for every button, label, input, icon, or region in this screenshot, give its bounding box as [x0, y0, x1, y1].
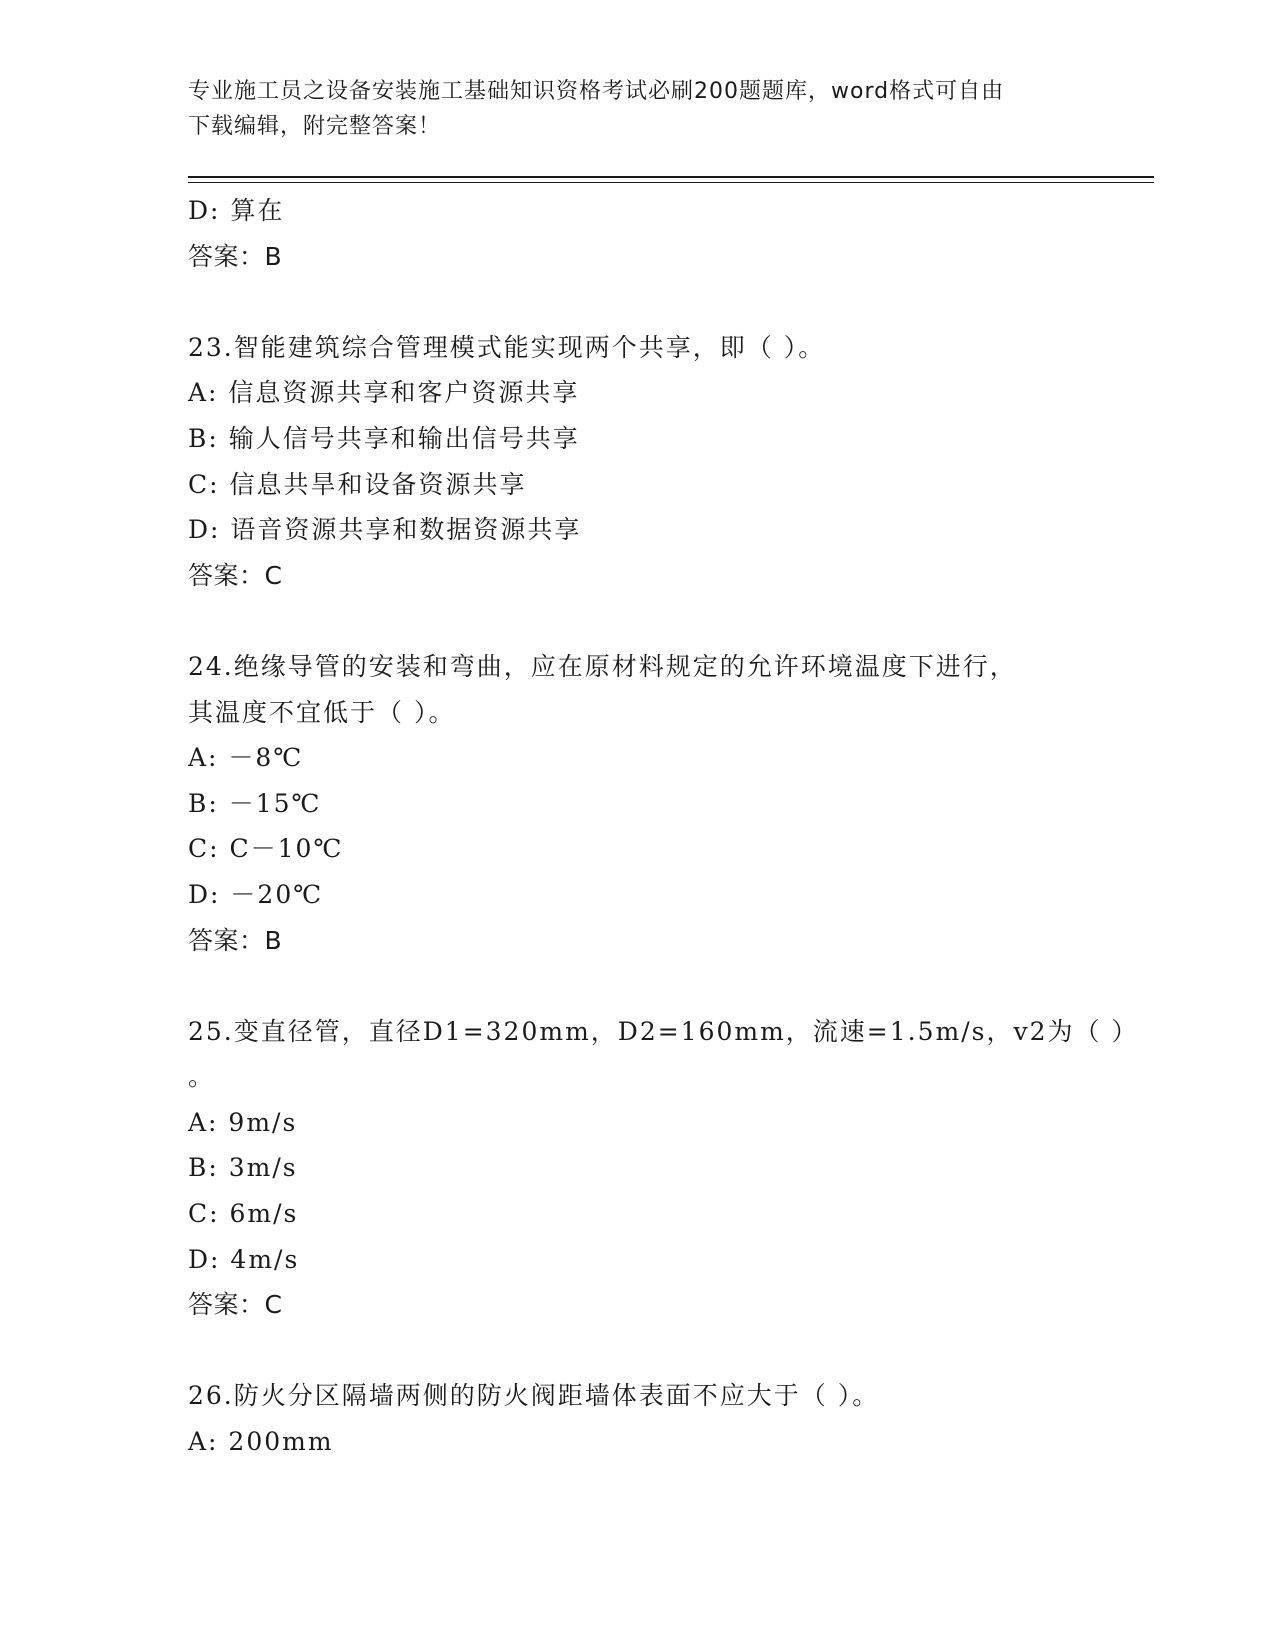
question-list: [188, 188, 1139, 1465]
header-rule-thick: [188, 176, 1154, 178]
question-25: [188, 1009, 1139, 1328]
spacer: [188, 279, 1068, 325]
question-stem: 23.智能建筑综合管理模式能实现两个共享，即（ ）。: [188, 332, 826, 362]
question-stem-cont: 。: [188, 1062, 216, 1092]
question-stem: 25.变直径管，直径D1=320mm，D2=160mm，流速=1.5m/s，v2为（ ）: [188, 1016, 1139, 1046]
option-c: C: C－10℃: [188, 834, 344, 864]
answer: 答案：C: [188, 560, 283, 590]
option-b: B: －15℃: [188, 788, 322, 818]
question-24: [188, 644, 1068, 963]
spacer: [188, 598, 1068, 644]
option-a: A: 信息资源共享和客户资源共享: [188, 378, 580, 408]
spacer: [188, 1328, 1068, 1374]
option-c: C: 6m/s: [188, 1199, 299, 1229]
answer: 答案：C: [188, 1290, 283, 1320]
header-rule-thin: [188, 182, 1154, 183]
question-stem: 24.绝缘导管的安装和弯曲，应在原材料规定的允许环境温度下进行，: [188, 651, 1017, 681]
option-d: D: 4m/s: [188, 1244, 300, 1274]
option-d: D: 语音资源共享和数据资源共享: [188, 515, 582, 545]
question-stem-cont: 其温度不宜低于（ ）。: [188, 697, 456, 727]
option-c: C: 信息共旱和设备资源共享: [188, 469, 527, 499]
option-b: B: 输人信号共享和输出信号共享: [188, 423, 580, 453]
question-23: [188, 325, 1068, 599]
question-stem: 26.防火分区隔墙两侧的防火阀距墙体表面不应大于（ ）。: [188, 1381, 880, 1411]
option-a: A: 200mm: [188, 1427, 334, 1457]
option-b: B: 3m/s: [188, 1153, 298, 1183]
prev-option-d: D: 算在: [188, 196, 285, 225]
option-d: D: －20℃: [188, 879, 324, 909]
answer: 答案：B: [188, 925, 283, 955]
question-26: [188, 1373, 1068, 1464]
option-a: A: －8℃: [188, 743, 304, 773]
option-a: A: 9m/s: [188, 1107, 298, 1137]
header-line-1: 专业施工员之设备安装施工基础知识资格考试必刷200题题库，word格式可自由: [188, 79, 1005, 104]
document-header: [188, 74, 1068, 144]
spacer: [188, 963, 1068, 1009]
prev-answer: 答案：B: [188, 241, 283, 271]
header-line-2: 下载编辑，附完整答案！: [188, 114, 442, 139]
